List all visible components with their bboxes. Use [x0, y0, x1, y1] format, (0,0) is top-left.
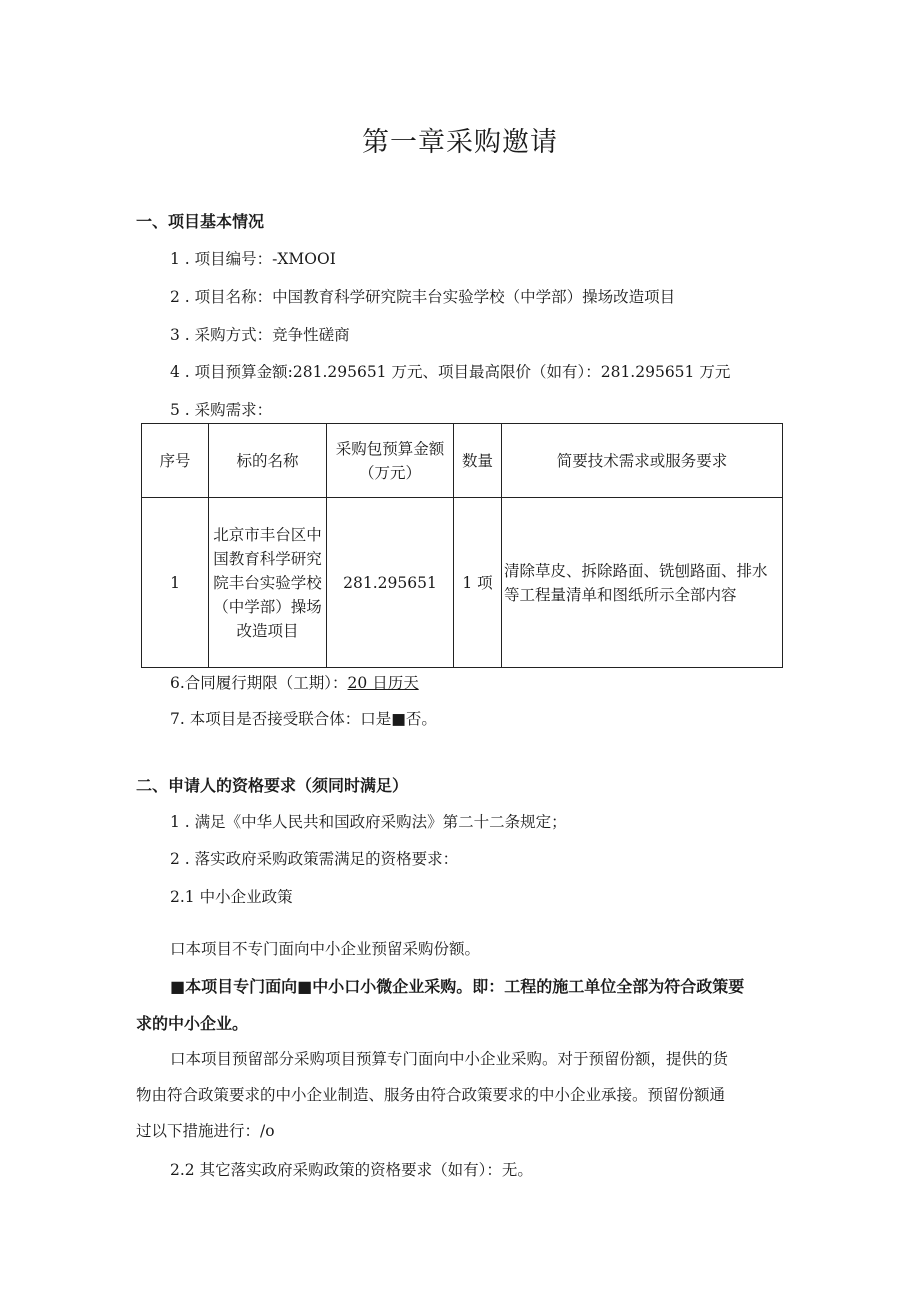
project-budget: 4 . 项目预算金额:281.295651 万元、项目最高限价（如有）：281.295651 万元: [170, 363, 731, 381]
sme-option-3-line-1: 口本项目预留部分采购项目预算专门面向中小企业采购。对于预留份额，提供的货: [170, 1050, 729, 1068]
contract-period-value: 20 日历天: [347, 674, 419, 692]
procurement-requirement: 5 . 采购需求：: [170, 401, 273, 419]
cell-budget: 281.295651: [327, 498, 454, 668]
requirements-table: [141, 423, 783, 668]
header-quantity: 数量: [454, 424, 502, 498]
section-heading-project-info: 一、项目基本情况: [136, 212, 265, 231]
cell-item-name: 北京市丰台区中国教育科学研究院丰台实验学校（中学部）操场改造项目: [209, 498, 327, 668]
contract-period: [170, 671, 419, 693]
qualification-2: 2 . 落实政府采购政策需满足的资格要求：: [170, 850, 459, 868]
header-requirements: 简要技术需求或服务要求: [502, 424, 783, 498]
sme-option-1: 口本项目不专门面向中小企业预留采购份额。: [170, 940, 481, 958]
section-heading-qualifications: 二、申请人的资格要求（须同时满足）: [136, 776, 409, 795]
sme-option-3-line-2: 物由符合政策要求的中小企业制造、服务由符合政策要求的中小企业承接。预留份额通: [136, 1086, 726, 1104]
table-header-row: [142, 424, 783, 498]
page-title: 第一章采购邀请: [362, 127, 558, 158]
table-row: [142, 498, 783, 668]
sme-option-2-line-1: ■本项目专门面向■中小口小微企业采购。即：工程的施工单位全部为符合政策要: [170, 977, 745, 996]
sme-option-2-line-2: 求的中小企业。: [136, 1014, 249, 1033]
sme-policy-heading: 2.1 中小企业政策: [170, 888, 293, 906]
header-serial: 序号: [142, 424, 209, 498]
qualification-1: 1 . 满足《中华人民共和国政府采购法》第二十二条规定；: [170, 813, 567, 831]
project-number: 1 . 项目编号：-XMOOI: [170, 250, 336, 268]
procurement-method: 3 . 采购方式：竞争性磋商: [170, 326, 350, 344]
consortium-option: 7. 本项目是否接受联合体：口是■否。: [170, 710, 437, 728]
cell-quantity: 1 项: [454, 498, 502, 668]
cell-requirements: 清除草皮、拆除路面、铣刨路面、排水等工程量清单和图纸所示全部内容: [502, 498, 783, 668]
other-policy-requirements: 2.2 其它落实政府采购政策的资格要求（如有）：无。: [170, 1161, 533, 1179]
project-name: 2 . 项目名称：中国教育科学研究院丰台实验学校（中学部）操场改造项目: [170, 288, 676, 306]
header-item-name: 标的名称: [209, 424, 327, 498]
sme-option-3-line-3: 过以下措施进行：/o: [136, 1122, 275, 1140]
cell-serial: 1: [142, 498, 209, 668]
contract-period-label: 6.合同履行期限（工期）：: [170, 674, 348, 692]
header-budget: 采购包预算金额（万元）: [327, 424, 454, 498]
